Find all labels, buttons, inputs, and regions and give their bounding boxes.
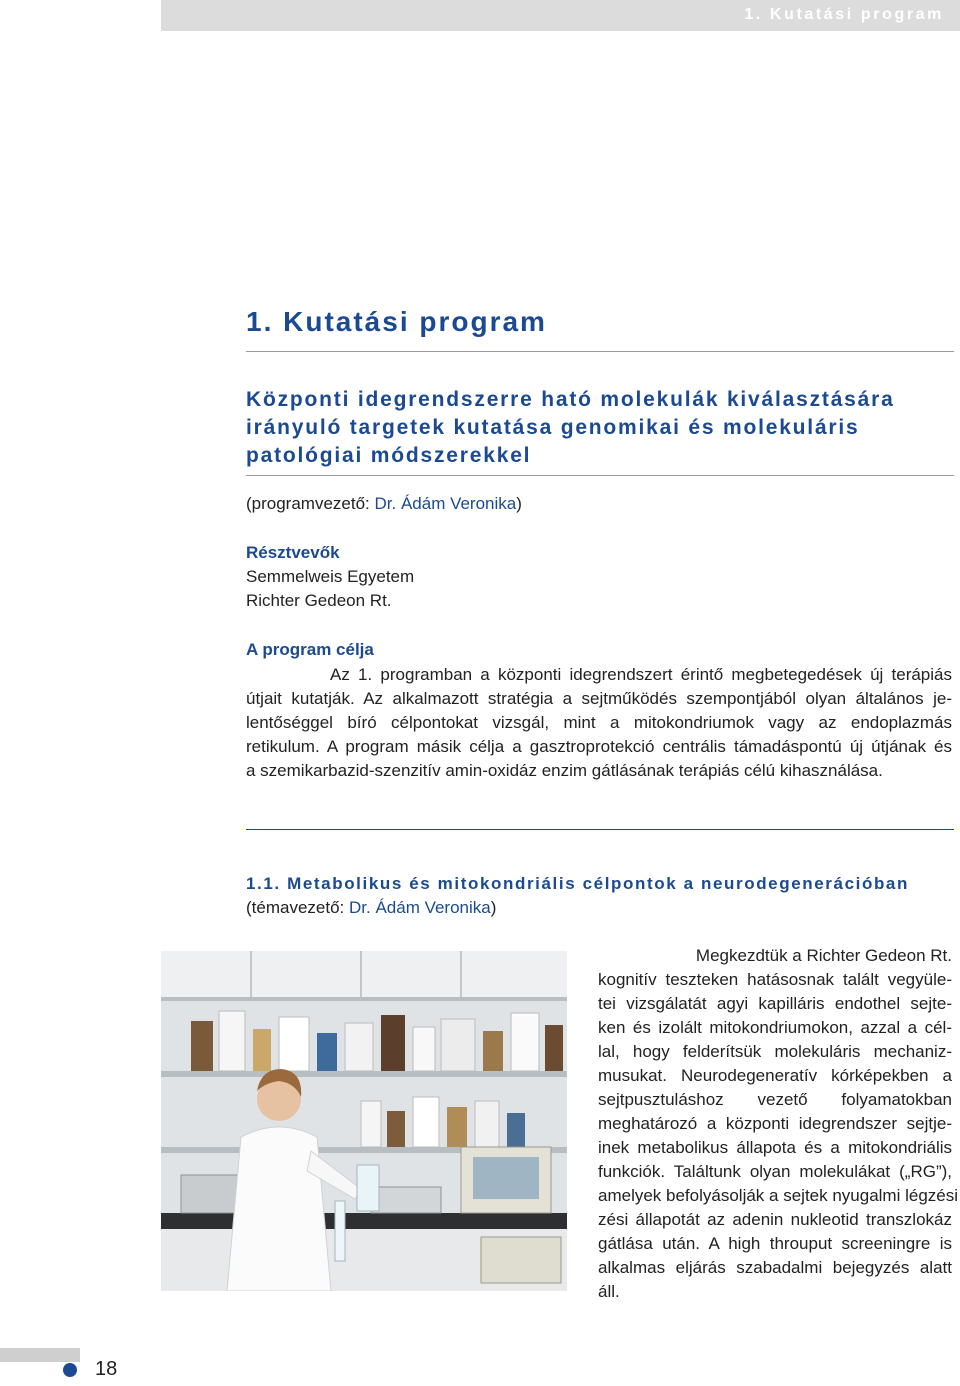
- subsection-title: 1.1. Metabolikus és mitokondriális célpontok a neurodegenerációban: [246, 874, 909, 893]
- subsection-line: sejtpusztuláshoz vezető folyamatokban: [598, 1090, 952, 1109]
- subsection-line: meghatározó a központi idegrendszer sejtje-: [598, 1114, 952, 1133]
- laboratory-illustration: [161, 951, 567, 1291]
- footer-bar: [0, 1348, 80, 1362]
- goal-paragraph: [246, 663, 952, 783]
- goal-line: útjait kutatják. Az alkalmazott stratégia a sejtműködés szempontjából olyan általános je-: [246, 689, 952, 708]
- subsection-line: lal, hogy felderítsük molekuláris mechaniz-: [598, 1042, 952, 1061]
- header-band: [161, 0, 960, 31]
- program-title-line: Központi idegrendszerre ható molekulák kiválasztására: [246, 388, 895, 411]
- goal-heading: A program célja: [246, 640, 374, 659]
- page-number: 18: [95, 1358, 118, 1380]
- goal-line: a szemikarbazid-szenzitív amin-oxidáz enzim gátlásának terápiás célú kihasználása.: [246, 761, 883, 780]
- subsection-line: gátlása után. A high throuput screeningre is: [598, 1234, 952, 1253]
- subsection-leader: [246, 898, 496, 918]
- program-title-line: patológiai módszerekkel: [246, 444, 532, 467]
- subsection-line: amelyek befolyásolják a sejtek nyugalmi légzési: [598, 1186, 959, 1205]
- program-title: [246, 386, 946, 470]
- footer-bullet-icon: [63, 1363, 77, 1377]
- goal-line: lentőséggel bíró célpontokat vizsgál, mint a mitokondriumok vagy az endoplazmás: [246, 713, 952, 732]
- subsection-line: zési állapotát az adenin nukleotid transzlokáz: [598, 1210, 952, 1229]
- participants-heading: Résztvevők: [246, 543, 340, 562]
- running-title: 1. Kutatási program: [744, 6, 944, 23]
- program-leader-suffix: ): [516, 494, 522, 513]
- subsection-line: kognitív teszteken hatásosnak talált vegyüle-: [598, 970, 952, 989]
- subsection-leader-name: Dr. Ádám Veronika: [349, 898, 491, 917]
- subsection-leader-prefix: (témavezető:: [246, 898, 349, 917]
- subsection-line: Megkezdtük a Richter Gedeon Rt.: [695, 946, 952, 965]
- chapter-title: 1. Kutatási program: [246, 306, 547, 337]
- subsection-line: inek metabolikus állapota és a mitokondriális: [598, 1138, 952, 1157]
- subsection-line: áll.: [598, 1282, 620, 1301]
- program-leader-prefix: (programvezető:: [246, 494, 375, 513]
- goal-line: retikulum. A program másik célja a gasztroprotekció centrális támadáspontú új útjának és: [246, 737, 952, 756]
- program-leader-name: Dr. Ádám Veronika: [374, 494, 517, 513]
- subsection-line: tei vizsgálatát agyi kapilláris endothel sejte-: [598, 994, 952, 1013]
- participant-item: Richter Gedeon Rt.: [246, 591, 392, 610]
- subsection-paragraph: [598, 944, 959, 1304]
- section-divider: [246, 829, 954, 830]
- goal-line: Az 1. programban a központi idegrendszert érintő megbetegedések új terápiás: [330, 665, 952, 684]
- subsection-leader-suffix: ): [490, 898, 497, 917]
- subsection-line: funkciók. Találtunk olyan molekulákat („RG”),: [598, 1162, 952, 1181]
- program-leader: [246, 494, 522, 514]
- program-divider: [246, 475, 954, 476]
- chapter-divider: [246, 351, 954, 352]
- subsection-line: alkalmas eljárás szabadalmi bejegyzés alatt: [598, 1258, 952, 1277]
- laboratory-photo: [161, 951, 567, 1291]
- subsection-line: ken és izolált mitokondriumokon, azzal a cél-: [598, 1018, 952, 1037]
- subsection-line: musukat. Neurodegeneratív kórképekben a: [598, 1066, 952, 1085]
- program-title-line: irányuló targetek kutatása genomikai és molekuláris: [246, 416, 860, 439]
- participant-item: Semmelweis Egyetem: [246, 567, 415, 586]
